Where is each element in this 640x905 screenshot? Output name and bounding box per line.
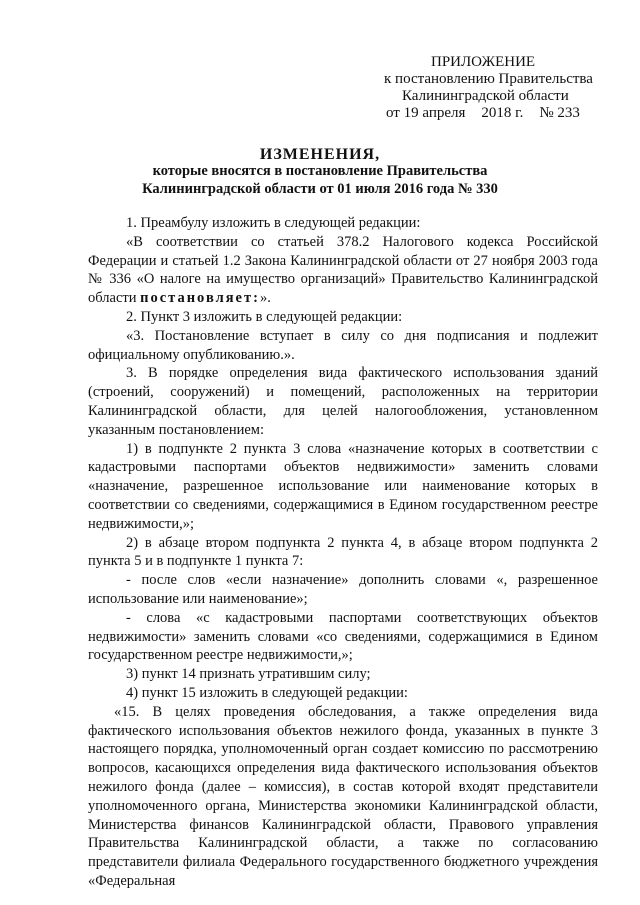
paragraph-9: - слова «с кадастровыми паспортами соответствующих объектов недвижимости» заменить словами «со сведениями, содержащимися в Едином государственном реестре недвижимости,»; (88, 609, 598, 664)
paragraph-11: 4) пункт 15 изложить в следующей редакции: (126, 684, 408, 701)
appendix-label: ПРИЛОЖЕНИЕ (431, 54, 536, 70)
paragraph-5: 3. В порядке определения вида фактического использования зданий (строений, сооружений) и помещений, расположенных на территории Калининградской области, для целей налогообложения, установленном указанным постановлением: (88, 365, 598, 438)
document-title: ИЗМЕНЕНИЯ, (259, 146, 381, 163)
appendix-header (384, 54, 593, 122)
paragraph-2 (88, 233, 598, 308)
paragraph-3: 2. Пункт 3 изложить в следующей редакции: (126, 308, 403, 325)
paragraph-2-keyword: постановляет: (140, 290, 260, 307)
paragraph-8: - после слов «если назначение» дополнить словами «, разрешенное использование или наименование»; (88, 572, 598, 607)
paragraph-12: «15. В целях проведения обследования, а также определения вида фактического использования объектов нежилого фонда, указанных в пункте 3 настоящего порядка, уполномоченный орган создает комиссию по рассмотрению вопросов, касающихся определения вида фактического использования объектов нежилого фонда (далее – комиссия), в состав которой входят представители уполномоченного органа, Министерства экономики Калининградской области, Министерства финансов Калининградской области, Правового управления Правительства Калининградской области, а также по согласованию представители филиала Федерального государственного бюджетного учреждения «Федеральная (88, 703, 598, 889)
paragraph-10: 3) пункт 14 признать утратившим силу; (126, 666, 371, 683)
document-subtitle-line2: Калининградской области от 01 июля 2016 года № 330 (142, 181, 498, 197)
appendix-line-region: Калининградской области (402, 88, 569, 104)
paragraph-1: 1. Преамбулу изложить в следующей редакции: (126, 215, 421, 231)
paragraph-4: «3. Постановление вступает в силу со дня подписания и подлежит официальному опубликованию.». (88, 327, 598, 363)
appendix-line-resolution: к постановлению Правительства (384, 71, 593, 87)
document-subtitle-line1: которые вносятся в постановление Правительства (152, 163, 488, 179)
paragraph-6: 1) в подпункте 2 пункта 3 слова «назначение которых в соответствии с кадастровыми паспортами объектов недвижимости» заменить словами «назначение, разрешенное использование или наименование которых в соответствии со сведениями, содержащимися в Едином государственном реестре недвижимости,»; (88, 440, 598, 532)
paragraph-7: 2) в абзаце втором подпункта 2 пункта 4, в абзаце втором подпункта 2 пункта 5 и в подпункте 1 пункта 7: (88, 534, 598, 570)
paragraph-2-text: «В соответствии со статьей 378.2 Налогового кодекса Российской Федерации и статьей 1.2 Закона Калининградской области от 27 ноября 2003 года № 336 «О налоге на имущество организаций» Правительство Калининградской области (88, 233, 598, 307)
appendix-date-line (384, 105, 593, 122)
paragraph-2-end: ». (259, 290, 271, 307)
document-body (88, 214, 598, 891)
appendix-number: № 233 (539, 105, 580, 121)
appendix-date: от 19 апреля (386, 105, 466, 121)
appendix-year: 2018 г. (481, 105, 524, 121)
